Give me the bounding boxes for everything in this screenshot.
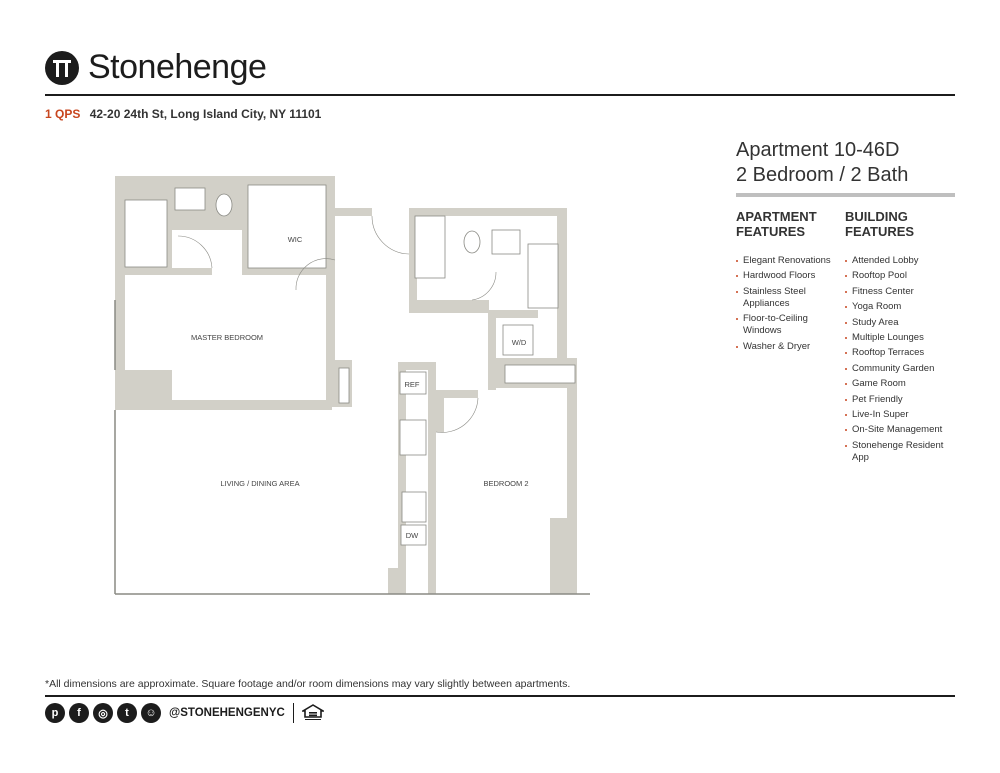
disclaimer-text: *All dimensions are approximate. Square footage and/or room dimensions may vary slightly between apartments. — [45, 678, 571, 690]
list-item: Live-In Super — [845, 409, 955, 421]
building-name: 1 QPS — [45, 107, 81, 121]
building-features-list — [845, 255, 955, 464]
list-item: Pet Friendly — [845, 394, 955, 406]
list-item: Elegant Renovations — [736, 255, 846, 267]
list-item: Rooftop Terraces — [845, 347, 955, 359]
stonehenge-logo-icon — [45, 51, 79, 85]
apartment-type: 2 Bedroom / 2 Bath — [736, 164, 909, 186]
equal-housing-icon — [302, 704, 324, 722]
list-item: Yoga Room — [845, 301, 955, 313]
snapchat-icon[interactable]: ☺ — [141, 703, 161, 723]
list-item: Multiple Lounges — [845, 332, 955, 344]
room-label-refrigerator: REF — [404, 380, 420, 389]
header-divider — [45, 94, 955, 96]
address-line — [45, 107, 321, 121]
list-item: Fitness Center — [845, 286, 955, 298]
social-bar — [45, 703, 324, 723]
list-item: Stainless Steel Appliances — [736, 286, 823, 310]
list-item: Stonehenge Resident App — [845, 440, 952, 464]
room-label-master-bedroom: MASTER BEDROOM — [190, 333, 264, 342]
room-label-dishwasher: DW — [405, 531, 419, 540]
list-item: Study Area — [845, 317, 955, 329]
footer-separator — [293, 703, 294, 723]
room-label-bedroom-2: BEDROOM 2 — [483, 479, 529, 488]
apartment-heading — [736, 138, 908, 188]
brand-name: Stonehenge — [88, 48, 267, 86]
list-item: Community Garden — [845, 363, 955, 375]
apartment-features — [736, 209, 846, 356]
floor-plan — [100, 165, 590, 605]
list-item: Attended Lobby — [845, 255, 955, 267]
pinterest-icon[interactable]: p — [45, 703, 65, 723]
apartment-features-list — [736, 255, 846, 353]
list-item: Washer & Dryer — [736, 341, 846, 353]
list-item: On-Site Management — [845, 424, 955, 436]
street-address: 42-20 24th St, Long Island City, NY 11101 — [89, 107, 322, 121]
building-features — [845, 209, 955, 467]
footer-divider — [45, 695, 955, 697]
brand-logo — [45, 48, 266, 87]
apartment-divider — [736, 193, 955, 197]
instagram-icon[interactable]: ◎ — [93, 703, 113, 723]
list-item: Game Room — [845, 378, 955, 390]
social-handle[interactable]: @STONEHENGENYC — [169, 707, 285, 719]
facebook-icon[interactable]: f — [69, 703, 89, 723]
twitter-icon[interactable]: t — [117, 703, 137, 723]
list-item: Floor-to-Ceiling Windows — [736, 313, 823, 337]
room-label-wic: WIC — [287, 235, 303, 244]
list-item: Hardwood Floors — [736, 270, 846, 282]
building-features-heading: BUILDING FEATURES — [845, 209, 915, 239]
apartment-features-heading: APARTMENT FEATURES — [736, 209, 817, 239]
list-item: Rooftop Pool — [845, 270, 955, 282]
room-label-living-dining: LIVING / DINING AREA — [220, 479, 300, 488]
apartment-number: Apartment 10-46D — [736, 139, 900, 161]
room-label-washer-dryer: W/D — [511, 338, 527, 347]
